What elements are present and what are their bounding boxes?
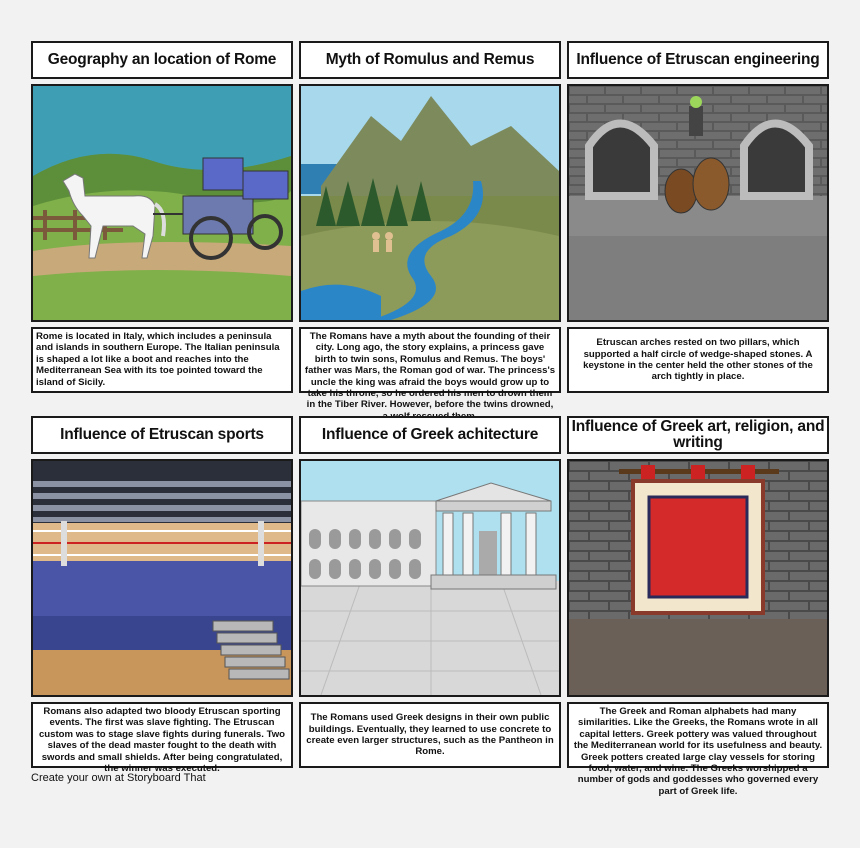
panel-caption: Romans also adapted two bloody Etruscan sporting events. The first was slave fighting. The Etruscan custom was to stage slave fights during funerals. Two slaves of the dead master fought to the death with swords and small shields. After being congratulated, the winner was executed. xyxy=(31,702,293,768)
panel-title: Influence of Etruscan sports xyxy=(31,416,293,454)
panel-caption: The Romans used Greek designs in their own public buildings. Eventually, they learned to use concrete to create even larger structures, such as the Pantheon in Rome. xyxy=(299,702,561,768)
panel-title: Influence of Greek art, religion, and writing xyxy=(567,416,829,454)
panel-title: Influence of Greek achitecture xyxy=(299,416,561,454)
panel-caption: Rome is located in Italy, which includes a peninsula and islands in southern Europe. The Italian peninsula is shaped a lot like a boot and reaches into the Mediterranean Sea with its toe pointed toward the island of Sicily. xyxy=(31,327,293,393)
scene-banner-wall xyxy=(567,459,829,697)
scene-horse-carriage xyxy=(31,84,293,322)
panel-caption: The Greek and Roman alphabets had many similarities. Like the Greeks, the Romans wrote in all capital letters. Greek pottery was valued throughout the Mediterranean world for its usefulness and beauty. Greek potters created large clay vessels for storing food, water, and wine. The Greeks worshipped a number of gods and goddesses who governed every part of Greek life. xyxy=(567,702,829,768)
scene-boxing-ring xyxy=(31,459,293,697)
panel-title: Influence of Etruscan engineering xyxy=(567,41,829,79)
panel-title: Myth of Romulus and Remus xyxy=(299,41,561,79)
panel-caption: The Romans have a myth about the founding of their city. Long ago, the story explains, a princess gave birth to twin sons, Romulus and Remus. The boys' father was Mars, the Roman god of war. The princess's uncle the king was afraid the boys would grow up to take his throne, so he ordered his men to drown them in the Tiber River. However, before the twins drowned, xyxy=(299,327,561,393)
scene-tiber-valley xyxy=(299,84,561,322)
panel-title: Geography an location of Rome xyxy=(31,41,293,79)
footer-credit[interactable]: Create your own at Storyboard That xyxy=(31,772,206,784)
scene-stone-arches xyxy=(567,84,829,322)
scene-greek-buildings xyxy=(299,459,561,697)
panel-caption: Etruscan arches rested on two pillars, which supported a half circle of wedge-shaped stones. A keystone in the center held the other stones of the arch tightly in place. xyxy=(567,327,829,393)
